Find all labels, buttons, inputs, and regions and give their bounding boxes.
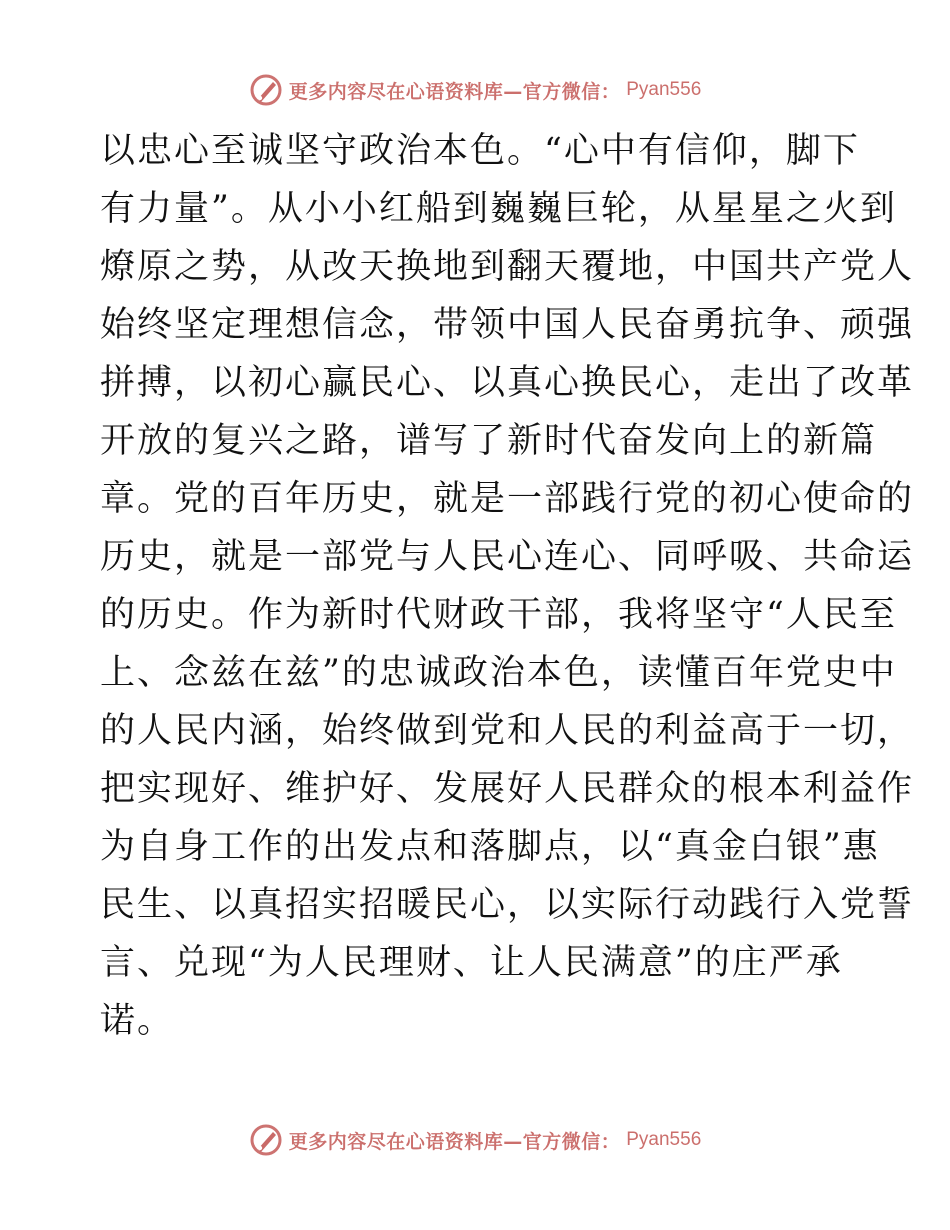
pen-logo-icon [249,73,283,107]
body-line: 章。党的百年历史，就是一部践行党的初心使命的 [100,479,915,519]
body-line: 开放的复兴之路，谱写了新时代奋发向上的新篇 [100,421,878,461]
body-line: 为自身工作的出发点和落脚点，以“真金白银”惠 [100,827,880,867]
body-line: 历史，就是一部党与人民心连心、同呼吸、共命运 [100,537,915,577]
footer-banner-text: 更多内容尽在心语资料库—官方微信： [288,1130,621,1153]
footer-banner-wechat-id: Pyan556 [626,1129,702,1150]
body-line: 把实现好、维护好、发展好人民群众的根本利益作 [100,769,915,809]
header-banner-text: 更多内容尽在心语资料库—官方微信： [288,80,621,103]
body-line: 的人民内涵，始终做到党和人民的利益高于一切， [100,711,915,751]
header-watermark-banner [0,70,950,110]
pen-logo-icon [249,1123,283,1157]
header-banner-wechat-id: Pyan556 [626,79,702,100]
body-line: 燎原之势，从改天换地到翻天覆地，中国共产党人 [100,247,915,287]
body-line: 民生、以真招实招暖民心，以实际行动践行入党誓 [100,885,915,925]
body-line: 拼搏，以初心赢民心、以真心换民心，走出了改革 [100,363,915,403]
body-line: 言、兑现“为人民理财、让人民满意”的庄严承 [100,943,843,983]
body-line: 上、念兹在兹”的忠诚政治本色，读懂百年党史中 [100,653,897,693]
body-line: 的历史。作为新时代财政干部，我将坚守“人民至 [100,595,897,635]
body-line: 以忠心至诚坚守政治本色。“心中有信仰，脚下 [100,131,860,171]
document-body [100,122,915,1050]
footer-watermark-banner [0,1120,950,1160]
body-line: 有力量”。从小小红船到巍巍巨轮，从星星之火到 [100,189,897,229]
body-line: 诺。 [100,1001,175,1041]
body-line: 始终坚定理想信念，带领中国人民奋勇抗争、顽强 [100,305,915,345]
